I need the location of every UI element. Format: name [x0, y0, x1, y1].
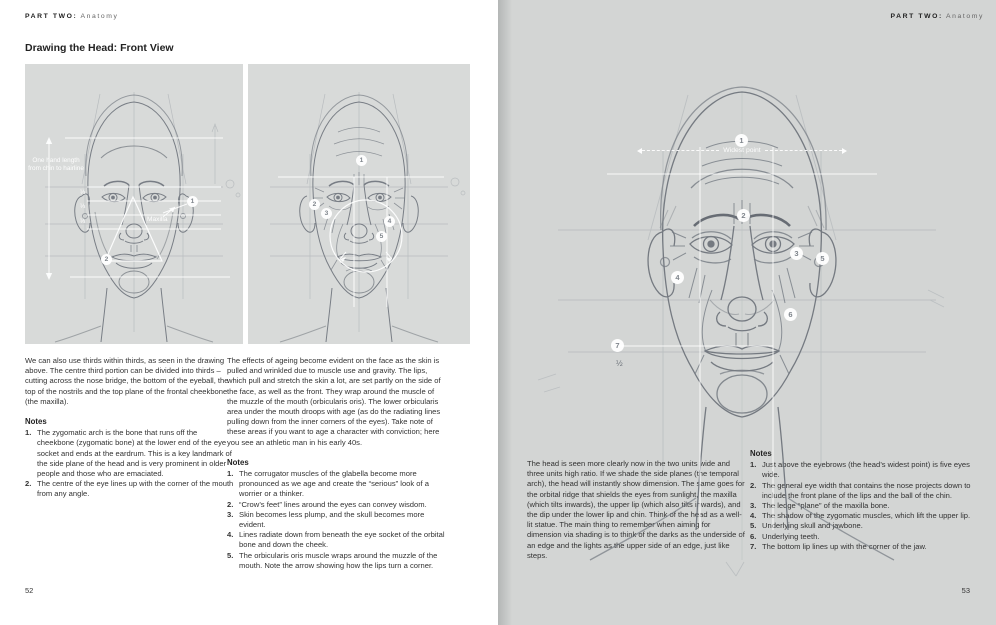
note-text: The orbicularis oris muscle wraps around the muzzle of the mouth. Note the arrow showing how the lips turn a corner.	[239, 550, 438, 570]
third-fraction: ⅓	[80, 218, 86, 225]
note-number: 6.	[750, 531, 757, 541]
page-number-left: 52	[25, 586, 34, 595]
note-text: The corrugator muscles of the glabella become more pronounced as we age and create the “serious” look of a worrier or a thinker.	[239, 469, 429, 499]
note-number: 1.	[25, 428, 32, 438]
note-text: Underlying skull and jawbone.	[762, 521, 863, 531]
figure-head-proportions	[25, 64, 243, 344]
figure-head-ageing	[248, 64, 470, 344]
note-number: 3.	[750, 501, 757, 511]
figure2-marker-1: 1	[356, 155, 367, 166]
note-number: 5.	[227, 550, 234, 560]
note-item	[25, 428, 236, 479]
notes-heading: Notes	[25, 417, 47, 427]
note-text: The centre of the eye lines up with the corner of the mouth from any angle.	[37, 479, 234, 499]
note-item	[227, 510, 446, 530]
note-number: 4.	[227, 530, 234, 540]
note-text: The bottom lip lines up with the corner of the jaw.	[762, 541, 927, 551]
note-number: 3.	[227, 509, 234, 519]
note-number: 1.	[750, 460, 757, 470]
arrow-right-icon	[842, 148, 847, 154]
dashed-line	[765, 150, 842, 151]
notes-heading: Notes	[227, 457, 249, 467]
running-header-part: PART TWO:	[25, 13, 78, 20]
notes-heading: Notes	[750, 449, 772, 458]
note-text: The zygomatic arch is the bone that runs off the cheekbone (zygomatic bone) at the lower end of the eye socket and ends at the eardrum. This is a key landmark of the side plane of the head and is very prominent in older people and those who are emaciated.	[37, 428, 232, 479]
right-figure-marker-4: 4	[671, 271, 684, 284]
right-figure-marker-1: 1	[735, 134, 748, 147]
third-fraction: ⅓	[80, 203, 86, 210]
paragraph: We can also use thirds within thirds, as seen in the drawing above. The centre third portion can be divided into thirds – cutting across the nose bridge, the bottom of the eyeball, the top of the nostrils and the top plane of the frontal cheekbone (the maxilla).	[25, 356, 229, 406]
note-text: “Crow’s feet” lines around the eyes can convey wisdom.	[239, 499, 427, 509]
right-figure-marker-6: 6	[784, 308, 797, 321]
figure2-marker-5: 5	[376, 231, 387, 242]
note-number: 5.	[750, 521, 757, 531]
running-header-right	[890, 13, 984, 20]
note-item	[227, 500, 446, 510]
note-number: 2.	[227, 499, 234, 509]
note-item	[227, 530, 446, 550]
note-text: The shadow of the zygomatic muscles, which lift the upper lip.	[762, 511, 971, 521]
note-text: The general eye width that contains the nose projects down to include the front plane of the lips and the ball of the chin.	[762, 480, 971, 500]
half-fraction: ½	[616, 359, 623, 368]
note-text: Skin becomes less plump, and the skull becomes more evident.	[239, 509, 425, 530]
hand-length-annotation: One hand length from chin to hairline	[28, 157, 84, 173]
dashed-line	[642, 150, 719, 151]
paragraph: The head is seen more clearly now in the two units wide and three units high ratio. If we shade the side planes (the temporal arch), the head will instantly show dimension. The same goes for the orbital ridge that shields the eyes from sunlight, the maxilla (which tilts inwards), the upper lip (which also tilts inwards), and the dip under the lower lip and chin. Think of the head as a well-lit statue. The main thing to remember when aiming for dimension via shading is to think of the darks as the underside of an edge and the lights as the upper side of an edge, just like steps.	[527, 459, 745, 560]
note-item	[227, 469, 446, 500]
running-header-part: PART TWO:	[890, 13, 943, 20]
note-number: 2.	[750, 480, 757, 490]
note-item	[25, 479, 236, 499]
right-figure-marker-5: 5	[816, 252, 829, 265]
figure2-marker-4: 4	[384, 216, 395, 227]
figure2-marker-3: 3	[321, 208, 332, 219]
running-header-section: Anatomy	[80, 13, 119, 20]
right-figure-marker-2: 2	[737, 209, 750, 222]
right-figure-marker-7: 7	[611, 339, 624, 352]
widest-point-label: Widest point	[723, 147, 761, 154]
figure1-marker-2: 2	[101, 254, 112, 265]
paragraph: The effects of ageing become evident on the face as the skin is pulled and wrinkled due to muscle use and gravity. The lips, which pull and stretch the skin a lot, are set partly on the side of the face, as well as the front. They wrap around the muscle of the muzzle of the mouth (orbicularis oris). The lower orbicularis area under the mouth droops with age (as do the radiating lines pulling down from the inner corners of the eyes). Take note of these areas if you want to age a character with conviction; here you see an athletic man in his early 40s.	[227, 356, 441, 447]
figure1-white-guides	[25, 64, 243, 344]
figure2-marker-2: 2	[309, 199, 320, 210]
note-item	[227, 551, 446, 571]
running-header-section: Anatomy	[945, 13, 984, 20]
page-number-right: 53	[961, 586, 970, 595]
left-column-2	[227, 356, 446, 571]
figure1-marker-1: 1	[187, 196, 198, 207]
maxilla-label: Maxilla	[147, 216, 168, 223]
right-figure-white-guides	[498, 0, 996, 625]
note-text: Lines radiate down from beneath the eye socket of the orbital bone and down the cheek.	[239, 530, 445, 550]
page-title: Drawing the Head: Front View	[25, 42, 174, 54]
page-right	[498, 0, 996, 625]
note-number: 4.	[750, 511, 757, 521]
left-column-1	[25, 356, 236, 500]
note-text: The ledge “plane” of the maxilla bone.	[762, 501, 890, 511]
widest-point-annotation	[637, 147, 847, 154]
note-text: Just above the eyebrows (the head’s widest point) is five eyes wide.	[762, 460, 970, 480]
right-figure-marker-3: 3	[790, 247, 803, 260]
third-fraction: ⅓	[80, 189, 86, 196]
note-text: Underlying teeth.	[762, 531, 820, 541]
running-header-left	[25, 13, 119, 20]
note-number: 2.	[25, 479, 32, 489]
note-number: 7.	[750, 541, 757, 551]
figure2-white-guides	[248, 64, 470, 344]
note-number: 1.	[227, 469, 234, 479]
